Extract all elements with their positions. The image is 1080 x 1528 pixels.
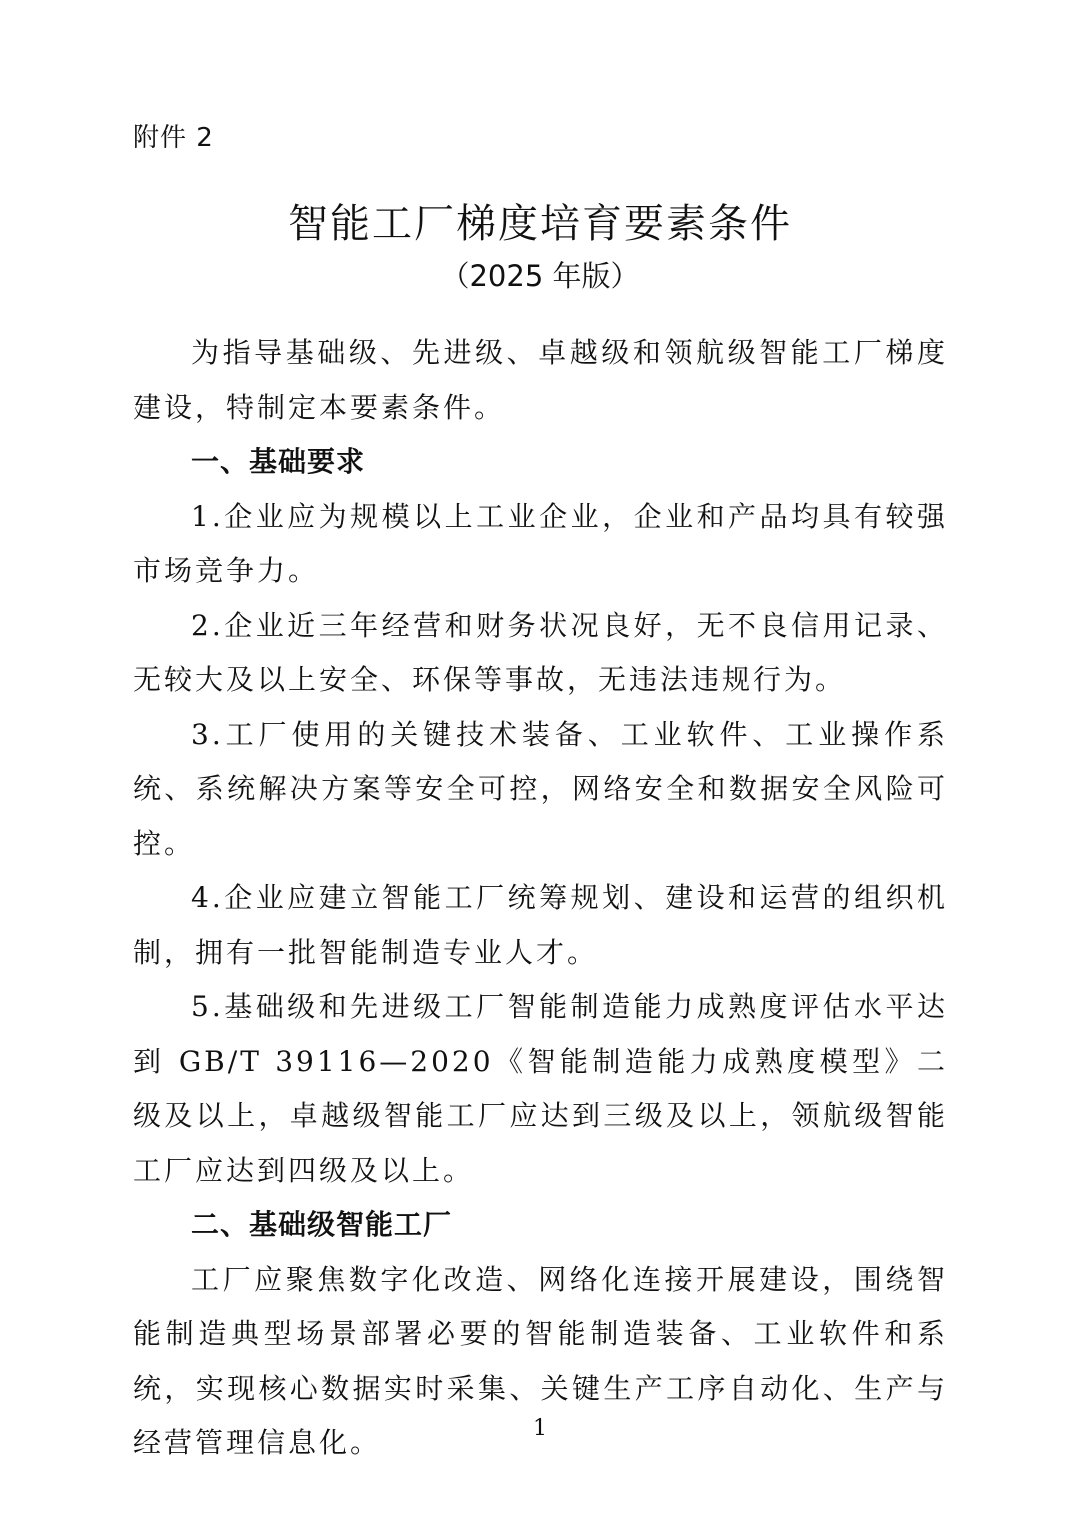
paragraph-requirement-3: 3.工厂使用的关键技术装备、工业软件、工业操作系统、系统解决方案等安全可控，网络安全和数据安全风险可控。 — [133, 717, 948, 860]
paragraph-requirement-5: 5.基础级和先进级工厂智能制造能力成熟度评估水平达到 GB/T 39116—2020《智能制造能力成熟度模型》二级及以上，卓越级智能工厂应达到三级及以上，领航级智能工厂应达到四级及以上。 — [133, 990, 948, 1187]
document-title: 智能工厂梯度培育要素条件 — [288, 201, 792, 247]
document-body — [133, 326, 948, 1471]
document-subtitle: （2025 年版） — [440, 259, 640, 293]
paragraph-requirement-2: 2.企业近三年经营和财务状况良好，无不良信用记录、无较大及以上安全、环保等事故，无违法违规行为。 — [133, 608, 948, 696]
paragraph-requirement-1: 1.企业应为规模以上工业企业，企业和产品均具有较强市场竞争力。 — [133, 499, 948, 587]
section-heading-basic-level-factory: 二、基础级智能工厂 — [191, 1208, 453, 1241]
intro-paragraph: 为指导基础级、先进级、卓越级和领航级智能工厂梯度建设，特制定本要素条件。 — [133, 336, 948, 424]
paragraph-requirement-4: 4.企业应建立智能工厂统筹规划、建设和运营的组织机制，拥有一批智能制造专业人才。 — [133, 881, 948, 969]
paragraph-basic-level-factory: 工厂应聚焦数字化改造、网络化连接开展建设，围绕智能制造典型场景部署必要的智能制造装备、工业软件和系统，实现核心数据实时采集、关键生产工序自动化、生产与经营管理信息化。 — [133, 1262, 948, 1459]
page-number: 1 — [533, 1416, 547, 1441]
attachment-label: 附件 2 — [133, 123, 214, 153]
section-heading-basic-requirements: 一、基础要求 — [191, 445, 366, 478]
